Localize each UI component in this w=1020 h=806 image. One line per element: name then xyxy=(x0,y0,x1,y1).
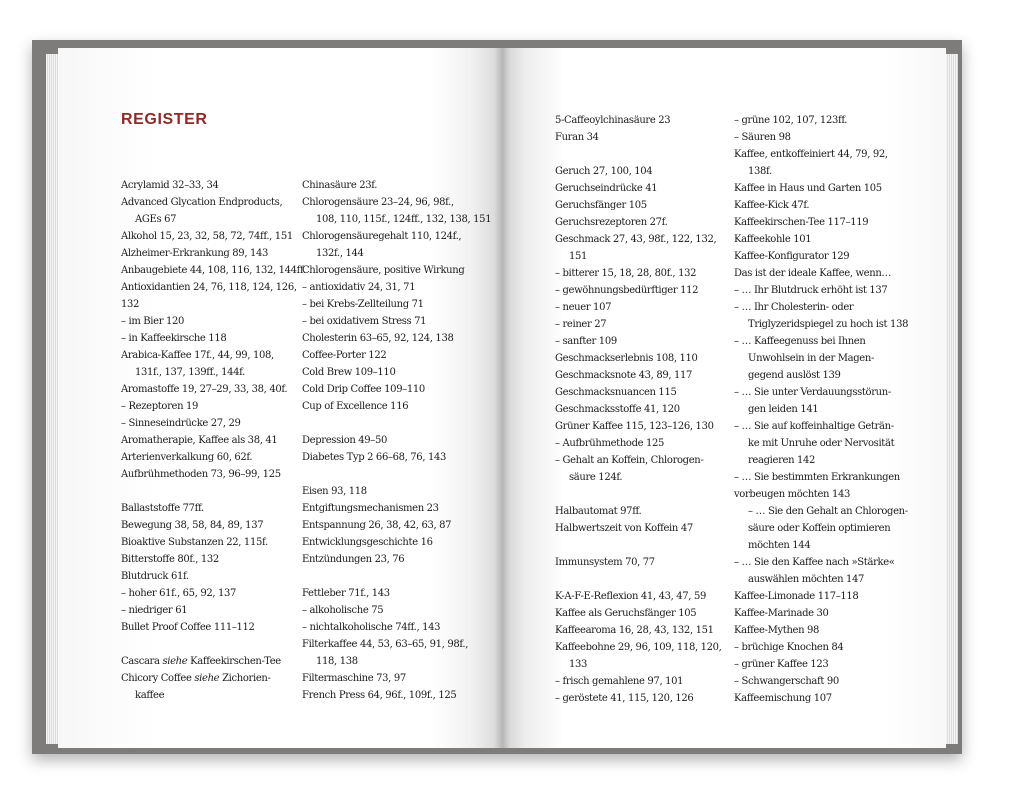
index-entry-text: säure 124f. xyxy=(569,472,623,483)
index-entry xyxy=(121,449,311,466)
index-entry xyxy=(555,163,745,180)
index-entry-text: Cholesterin 63–65, 92, 124, 138 xyxy=(302,333,454,344)
index-entry xyxy=(121,245,311,262)
index-entry-text: gen leiden 141 xyxy=(748,404,819,415)
index-entry xyxy=(121,194,311,211)
index-entry-text: Kaffeebohne 29, 96, 109, 118, 120, xyxy=(555,642,722,653)
index-entry-text: gegend auslöst 139 xyxy=(748,370,841,381)
index-entry-text: – Aufbrühmethode 125 xyxy=(555,438,665,449)
index-entry xyxy=(121,653,311,670)
index-entry xyxy=(121,262,311,279)
index-entry-text: – grüne 102, 107, 123ff. xyxy=(734,115,848,126)
see-reference-label: siehe xyxy=(162,656,188,667)
index-column-1 xyxy=(121,177,311,704)
index-entry xyxy=(302,262,492,279)
index-entry xyxy=(121,568,311,585)
index-entry xyxy=(121,381,311,398)
index-entry-text: – geröstete 41, 115, 120, 126 xyxy=(555,693,694,704)
index-entry xyxy=(555,622,745,639)
index-entry xyxy=(734,656,924,673)
index-entry xyxy=(734,299,924,316)
index-entry xyxy=(121,670,311,687)
index-column-4 xyxy=(734,112,924,707)
index-entry-text: Triglyzeridspiegel zu hoch ist 138 xyxy=(748,319,909,330)
index-entry-text: Fettleber 71f., 143 xyxy=(302,588,390,599)
index-entry xyxy=(121,687,311,704)
index-entry-text: Geruchsrezeptoren 27f. xyxy=(555,217,668,228)
index-entry xyxy=(555,435,745,452)
index-entry xyxy=(302,483,492,500)
index-entry xyxy=(555,418,745,435)
index-entry xyxy=(734,503,924,520)
index-entry xyxy=(734,282,924,299)
book-spine xyxy=(494,48,510,748)
index-entry-text: Geschmackserlebnis 108, 110 xyxy=(555,353,698,364)
index-entry xyxy=(555,384,745,401)
index-entry xyxy=(121,296,311,313)
index-entry-text: möchten 144 xyxy=(748,540,811,551)
index-entry xyxy=(121,517,311,534)
index-entry xyxy=(734,197,924,214)
index-entry xyxy=(121,500,311,517)
index-entry xyxy=(555,112,745,129)
index-entry-text: Immunsystem 70, 77 xyxy=(555,557,655,568)
index-entry xyxy=(555,214,745,231)
index-entry xyxy=(734,418,924,435)
index-entry-text: Coffee-Porter 122 xyxy=(302,350,387,361)
index-entry-text: Alzheimer-Erkrankung 89, 143 xyxy=(121,248,269,259)
index-entry xyxy=(734,622,924,639)
index-entry-text: Depression 49–50 xyxy=(302,435,387,446)
see-reference-target: Zichorien- xyxy=(222,673,271,684)
index-entry xyxy=(734,401,924,418)
index-entry-text: Chlorogensäuregehalt 110, 124f., xyxy=(302,231,462,242)
index-entry-text: Halbwertszeit von Koffein 47 xyxy=(555,523,693,534)
index-entry-text: 108, 110, 115f., 124ff., 132, 138, 151 xyxy=(316,214,492,225)
index-entry xyxy=(302,602,492,619)
index-entry-text: – Gehalt an Koffein, Chlorogen- xyxy=(555,455,704,466)
index-entry-text: 132 xyxy=(121,299,140,310)
index-entry xyxy=(555,180,745,197)
index-entry-text: – Sinneseindrücke 27, 29 xyxy=(121,418,241,429)
index-entry xyxy=(555,554,745,571)
index-entry xyxy=(302,245,492,262)
index-entry xyxy=(734,673,924,690)
index-entry xyxy=(121,330,311,347)
index-entry-text: Chinasäure 23f. xyxy=(302,180,378,191)
index-entry xyxy=(555,333,745,350)
index-entry xyxy=(121,534,311,551)
index-entry xyxy=(734,146,924,163)
index-entry-text: Kaffeekohle 101 xyxy=(734,234,812,245)
index-entry-text: – Schwangerschaft 90 xyxy=(734,676,839,687)
index-entry xyxy=(302,279,492,296)
index-entry-text: – in Kaffeekirsche 118 xyxy=(121,333,227,344)
index-entry-text: Cold Brew 109–110 xyxy=(302,367,396,378)
index-entry xyxy=(734,486,924,503)
index-entry xyxy=(734,537,924,554)
index-entry-text: Bitterstoffe 80f., 132 xyxy=(121,554,219,565)
index-entry xyxy=(734,333,924,350)
index-entry-text: 118, 138 xyxy=(316,656,358,667)
index-entry xyxy=(302,670,492,687)
index-entry xyxy=(302,398,492,415)
index-entry xyxy=(555,248,745,265)
index-entry-text: Anbaugebiete 44, 108, 116, 132, 144ff. xyxy=(121,265,306,276)
index-entry xyxy=(121,585,311,602)
index-entry-text: Entgiftungsmechanismen 23 xyxy=(302,503,439,514)
index-entry xyxy=(302,330,492,347)
index-entry-text: – … Sie unter Verdauungsstörun- xyxy=(734,387,891,398)
index-entry xyxy=(734,639,924,656)
index-entry xyxy=(302,177,492,194)
index-entry-text: – im Bier 120 xyxy=(121,316,184,327)
index-entry-text: Advanced Glycation Endproducts, xyxy=(121,197,283,208)
index-entry-text: vorbeugen möchten 143 xyxy=(734,489,850,500)
index-entry-text: Acrylamid 32–33, 34 xyxy=(121,180,219,191)
index-entry xyxy=(302,551,492,568)
index-entry xyxy=(734,180,924,197)
index-entry-text: Aromastoffe 19, 27–29, 33, 38, 40f. xyxy=(121,384,288,395)
index-entry xyxy=(121,177,311,194)
index-entry-text: Kaffeekirschen-Tee 117–119 xyxy=(734,217,869,228)
index-entry xyxy=(302,517,492,534)
index-entry-text: Geschmack 27, 43, 98f., 122, 132, xyxy=(555,234,717,245)
index-entry xyxy=(734,129,924,146)
index-entry-text: Cold Drip Coffee 109–110 xyxy=(302,384,425,395)
index-entry xyxy=(302,500,492,517)
index-entry xyxy=(734,112,924,129)
index-spacer xyxy=(121,636,311,653)
index-entry-text: Entwicklungsgeschichte 16 xyxy=(302,537,433,548)
index-entry-text: – … Sie den Kaffee nach »Stärke« xyxy=(734,557,895,568)
index-entry xyxy=(302,194,492,211)
index-entry xyxy=(302,687,492,704)
index-entry-text: Kaffee in Haus und Garten 105 xyxy=(734,183,882,194)
index-entry xyxy=(734,350,924,367)
index-entry xyxy=(555,265,745,282)
index-entry xyxy=(121,364,311,381)
index-entry xyxy=(302,347,492,364)
index-entry-text: – bitterer 15, 18, 28, 80f., 132 xyxy=(555,268,697,279)
index-entry xyxy=(121,398,311,415)
index-entry-text: Eisen 93, 118 xyxy=(302,486,367,497)
index-entry-text: Alkohol 15, 23, 32, 58, 72, 74ff., 151 xyxy=(121,231,293,242)
index-entry-text: 151 xyxy=(569,251,588,262)
index-entry-text: Geruch 27, 100, 104 xyxy=(555,166,653,177)
index-entry-text: Kaffee-Konfigurator 129 xyxy=(734,251,850,262)
index-entry xyxy=(734,367,924,384)
index-entry-text: Kaffee-Limonade 117–118 xyxy=(734,591,859,602)
index-entry-text: Kaffee-Marinade 30 xyxy=(734,608,829,619)
index-entry-text: Aromatherapie, Kaffee als 38, 41 xyxy=(121,435,278,446)
index-entry xyxy=(734,265,924,282)
index-entry-text: säure oder Koffein optimieren xyxy=(748,523,891,534)
index-entry xyxy=(121,619,311,636)
index-entry-text: Grüner Kaffee 115, 123–126, 130 xyxy=(555,421,714,432)
index-entry xyxy=(121,432,311,449)
index-entry-text: Bewegung 38, 58, 84, 89, 137 xyxy=(121,520,264,531)
index-entry-text: Arabica-Kaffee 17f., 44, 99, 108, xyxy=(121,350,274,361)
page-edge-right xyxy=(944,54,958,744)
index-entry xyxy=(555,197,745,214)
index-entry xyxy=(555,588,745,605)
index-entry xyxy=(302,585,492,602)
index-spacer xyxy=(302,568,492,585)
index-entry xyxy=(734,452,924,469)
index-spacer xyxy=(555,537,745,554)
index-entry-text: – sanfter 109 xyxy=(555,336,617,347)
index-entry xyxy=(734,316,924,333)
index-entry xyxy=(555,231,745,248)
index-entry-text: auswählen möchten 147 xyxy=(748,574,865,585)
index-spacer xyxy=(302,466,492,483)
index-entry xyxy=(555,452,745,469)
index-entry xyxy=(302,534,492,551)
index-entry xyxy=(302,619,492,636)
see-reference-label: siehe xyxy=(194,673,220,684)
index-entry-text: – Rezeptoren 19 xyxy=(121,401,199,412)
index-entry xyxy=(302,228,492,245)
index-entry-text: ke mit Unruhe oder Nervosität xyxy=(748,438,895,449)
index-entry-text: Ballaststoffe 77ff. xyxy=(121,503,204,514)
index-entry xyxy=(302,313,492,330)
index-entry-text: 132f., 144 xyxy=(316,248,364,259)
index-entry-text: Geruchsfänger 105 xyxy=(555,200,647,211)
index-entry-text: Blutdruck 61f. xyxy=(121,571,189,582)
index-entry-text: kaffee xyxy=(135,690,165,701)
index-entry-text: Das ist der ideale Kaffee, wenn… xyxy=(734,268,892,279)
index-entry-text: Bullet Proof Coffee 111–112 xyxy=(121,622,255,633)
index-entry xyxy=(734,690,924,707)
index-entry xyxy=(121,347,311,364)
index-entry-text: – hoher 61f., 65, 92, 137 xyxy=(121,588,237,599)
page-title: REGISTER xyxy=(121,111,208,128)
index-spacer xyxy=(555,571,745,588)
index-spacer xyxy=(555,146,745,163)
index-entry xyxy=(555,656,745,673)
index-spacer xyxy=(121,483,311,500)
index-entry-text: Chlorogensäure 23–24, 96, 98f., xyxy=(302,197,454,208)
index-entry-text: – Säuren 98 xyxy=(734,132,791,143)
index-entry xyxy=(555,520,745,537)
index-entry xyxy=(734,231,924,248)
index-entry-text: Cup of Excellence 116 xyxy=(302,401,409,412)
index-entry xyxy=(302,653,492,670)
index-entry-text: Geschmacksnuancen 115 xyxy=(555,387,677,398)
index-entry xyxy=(302,381,492,398)
index-entry-text: Aufbrühmethoden 73, 96–99, 125 xyxy=(121,469,281,480)
index-entry xyxy=(555,605,745,622)
index-entry-text: French Press 64, 96f., 109f., 125 xyxy=(302,690,457,701)
index-entry-text: Furan 34 xyxy=(555,132,599,143)
index-entry xyxy=(734,248,924,265)
index-entry xyxy=(734,214,924,231)
index-entry xyxy=(555,639,745,656)
index-entry-text: Chicory Coffee xyxy=(121,673,192,684)
index-entry-text: – reiner 27 xyxy=(555,319,607,330)
index-entry-text: – … Sie bestimmten Erkrankungen xyxy=(734,472,900,483)
index-entry xyxy=(555,673,745,690)
index-entry-text: AGEs 67 xyxy=(135,214,177,225)
index-entry xyxy=(555,469,745,486)
index-entry-text: – alkoholische 75 xyxy=(302,605,384,616)
index-entry xyxy=(302,211,492,228)
index-entry-text: – niedriger 61 xyxy=(121,605,188,616)
index-entry xyxy=(121,313,311,330)
index-entry xyxy=(555,299,745,316)
index-entry-text: – … Ihr Cholesterin- oder xyxy=(734,302,854,313)
index-entry xyxy=(555,503,745,520)
index-entry-text: – … Ihr Blutdruck erhöht ist 137 xyxy=(734,285,888,296)
index-entry xyxy=(121,279,311,296)
index-entry-text: Diabetes Typ 2 66–68, 76, 143 xyxy=(302,452,447,463)
index-entry xyxy=(734,469,924,486)
index-entry xyxy=(734,571,924,588)
index-entry-text: Kaffee-Kick 47f. xyxy=(734,200,810,211)
index-entry-text: Bioaktive Substanzen 22, 115f. xyxy=(121,537,268,548)
index-entry-text: Kaffeemischung 107 xyxy=(734,693,832,704)
index-entry-text: Kaffee als Geruchsfänger 105 xyxy=(555,608,697,619)
index-entry-text: Entspannung 26, 38, 42, 63, 87 xyxy=(302,520,452,531)
index-entry xyxy=(555,316,745,333)
index-entry-text: Chlorogensäure, positive Wirkung xyxy=(302,265,465,276)
index-entry-text: Geruchseindrücke 41 xyxy=(555,183,658,194)
index-entry xyxy=(121,228,311,245)
index-entry xyxy=(121,211,311,228)
index-entry-text: Filterkaffee 44, 53, 63–65, 91, 98f., xyxy=(302,639,469,650)
index-entry xyxy=(555,282,745,299)
index-entry-text: – antioxidativ 24, 31, 71 xyxy=(302,282,416,293)
index-entry-text: 133 xyxy=(569,659,588,670)
index-entry-text: Kaffee-Mythen 98 xyxy=(734,625,820,636)
index-entry xyxy=(734,605,924,622)
index-entry-text: Antioxidantien 24, 76, 118, 124, 126, xyxy=(121,282,297,293)
index-column-2 xyxy=(302,177,492,704)
index-entry-text: Unwohlsein in der Magen- xyxy=(748,353,874,364)
index-entry-text: – nichtalkoholische 74ff., 143 xyxy=(302,622,441,633)
index-entry xyxy=(121,466,311,483)
index-entry xyxy=(302,432,492,449)
index-entry xyxy=(302,636,492,653)
index-entry xyxy=(302,449,492,466)
see-reference-target: Kaffeekirschen-Tee xyxy=(190,656,281,667)
index-entry-text: Entzündungen 23, 76 xyxy=(302,554,405,565)
index-column-3 xyxy=(555,112,745,707)
index-entry-text: Cascara xyxy=(121,656,160,667)
index-entry-text: – gewöhnungsbedürftiger 112 xyxy=(555,285,699,296)
index-entry xyxy=(302,296,492,313)
index-entry-text: Kaffeearoma 16, 28, 43, 132, 151 xyxy=(555,625,714,636)
index-entry xyxy=(555,129,745,146)
index-entry-text: 5-Caffeoylchinasäure 23 xyxy=(555,115,671,126)
index-entry-text: Arterienverkalkung 60, 62f. xyxy=(121,452,253,463)
index-entry-text: – … Sie den Gehalt an Chlorogen- xyxy=(748,506,908,517)
index-entry-text: – … Kaffeegenuss bei Ihnen xyxy=(734,336,866,347)
index-entry-text: 131f., 137, 139ff., 144f. xyxy=(135,367,245,378)
index-entry xyxy=(734,588,924,605)
index-entry-text: – bei oxidativem Stress 71 xyxy=(302,316,427,327)
index-entry-text: – neuer 107 xyxy=(555,302,612,313)
index-entry xyxy=(555,367,745,384)
index-entry-text: – grüner Kaffee 123 xyxy=(734,659,829,670)
index-entry xyxy=(121,415,311,432)
index-entry-text: – brüchige Knochen 84 xyxy=(734,642,844,653)
index-entry-text: Filtermaschine 73, 97 xyxy=(302,673,406,684)
index-entry xyxy=(734,384,924,401)
index-entry-text: Kaffee, entkoffeiniert 44, 79, 92, xyxy=(734,149,888,160)
index-entry-text: K-A-F-E-Reflexion 41, 43, 47, 59 xyxy=(555,591,706,602)
index-entry-text: Geschmacksnote 43, 89, 117 xyxy=(555,370,693,381)
index-spacer xyxy=(302,415,492,432)
index-entry-text: – … Sie auf koffeinhaltige Geträn- xyxy=(734,421,894,432)
index-spacer xyxy=(555,486,745,503)
index-entry-text: reagieren 142 xyxy=(748,455,816,466)
index-entry-text: 138f. xyxy=(748,166,772,177)
index-entry xyxy=(555,401,745,418)
index-entry-text: Geschmacksstoffe 41, 120 xyxy=(555,404,680,415)
index-entry xyxy=(555,350,745,367)
index-entry-text: – frisch gemahlene 97, 101 xyxy=(555,676,684,687)
index-entry-text: Halbautomat 97ff. xyxy=(555,506,642,517)
index-entry xyxy=(121,602,311,619)
index-entry-text: – bei Krebs-Zellteilung 71 xyxy=(302,299,424,310)
index-entry xyxy=(121,551,311,568)
index-entry xyxy=(734,163,924,180)
index-entry xyxy=(734,554,924,571)
index-entry xyxy=(555,690,745,707)
index-entry xyxy=(734,520,924,537)
index-entry xyxy=(302,364,492,381)
index-entry xyxy=(734,435,924,452)
